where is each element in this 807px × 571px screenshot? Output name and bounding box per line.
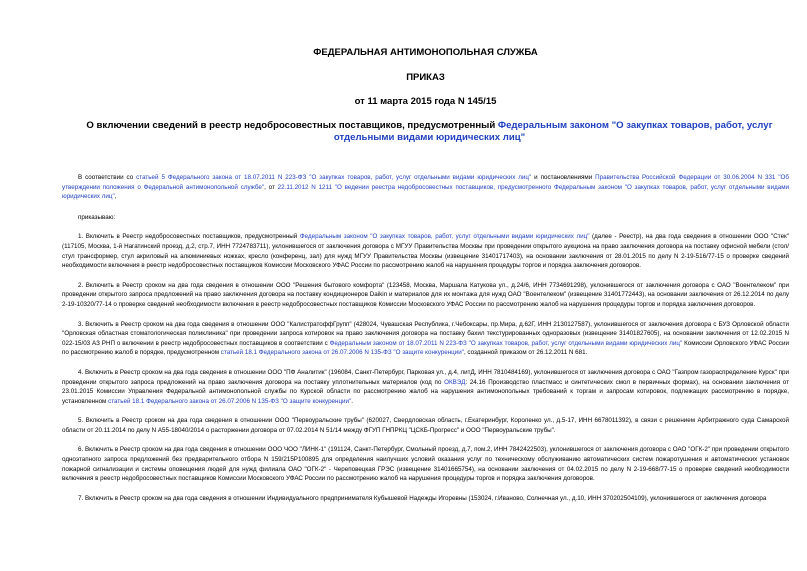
- item-3-law-link[interactable]: Федеральным законом от 18.07.2011 N 223-ФЗ "О закупках товаров, работ, услуг отдельными видами юридических лиц": [329, 339, 683, 347]
- order-item-4: [62, 368, 789, 406]
- order-item-7: [62, 494, 789, 504]
- item-1-text-1: 1. Включить в Реестр недобросовестных поставщиков, предусмотренный: [78, 233, 300, 241]
- item-4-okved-link[interactable]: ОКВЭД: [444, 378, 466, 386]
- item-1-text-2: (далее - Реестр), на два года сведения в отношении ООО "Стек" (117105, Москва, 1-й Нагатинский проезд, д.2, стр.7, ИНН 7724783711), уклонившегося от заключения договора с МГУУ Правительства Москвы при проведении открытого аукциона на право заключения договора на поставку офисной мебели (стол/стул трансформер, стул акриловый на алюминиевых ножках, кресло (конференц, зал) для нужд МГУУ Правительства Москвы (извещение 31401717403), на основании заключения от 28.01.2015 по делу N 2-19-516/77-15 о проверке сведений необходимости включения в реестр недобросовестных поставщиков Комиссии Московского УФАС России по рассмотрению жалоб на нарушения процедуры торгов и порядка заключения договоров.: [62, 233, 790, 270]
- item-2-text: 2. Включить в Реестр сроком на два года сведения в отношении ООО "Решения бытового комфорта" (123458, Москва, Маршала Катукова ул., д.24/6, ИНН 7734691298), уклонившегося от заключения договора с ОАО "Воентелеком" при проведении открытого запроса предложений на право заключения договора на поставку кондиционеров Daikin и материалов для их монтажа для нужд ОАО "Воентелеком" (извещение 31401772443), на основании заключения от 26.12.2014 по делу 2-19-10320/77-14 о проверке сведений необходимости включения в реестр недобросовестных поставщиков Комиссии Московского УФАС России по рассмотрению жалоб на нарушения процедуры торгов и порядка заключения договоров.: [62, 281, 789, 308]
- title-text: О включении сведений в реестр недобросовестных поставщиков, предусмотренный: [86, 120, 498, 131]
- item-4-text-2: : 24.16 Производство пластмасс и синтетических смол в первичных формах), на основании заключения от 23.01.2015 Комиссии Управления Федеральной антимонопольной службы по Курской области по рассмотрению жалоб на нарушения антимонопольных требований к торгам и запросам котировок, подлежащих рассмотрению в порядке, установленном: [62, 378, 789, 405]
- item-1-law-link[interactable]: Федеральным законом "О закупках товаров, работ, услуг отдельными видами юридических лиц": [299, 233, 590, 241]
- item-7-text: 7. Включить в Реестр сроком на два года сведения в отношении Индивидуального предпринимателя Кубышевой Надежды Игоревны (153024, г.Иваново, Солнечная ул., д.10, ИНН 370202504109), уклонившегося от заключения договора: [78, 494, 767, 502]
- item-4-text-1: 4. Включить в Реестр сроком на два года сведения в отношении ООО "ПФ Аналитик" (196084, Санкт-Петербург, Парковая ул., д.4, литД, ИНН 7810484169), уклонившегося от заключения договора с ОАО "Газпром газораспределение Курск" при проведении открытого запроса предложений на право заключения договора на поставку уплотнительных материалов (код по: [62, 368, 789, 386]
- preamble-text-3: , от: [264, 183, 278, 191]
- preamble-link-resolution-331[interactable]: Правительства Российской Федерации от 30.06.2004 N 331 "Об утверждении положения о Федеральной антимонопольной службе": [62, 174, 790, 191]
- title-law-link[interactable]: Федеральным законом "О закупках товаров, работ, услуг отдельными видами юридических лиц": [333, 120, 773, 143]
- order-item-3: [62, 320, 789, 358]
- order-item-1: [62, 232, 789, 270]
- order-item-2: [62, 281, 789, 310]
- order-item-5: [62, 416, 789, 435]
- item-3-text-2: Комиссии Орловского УФАС России по рассмотрению жалоб в порядке, предусмотренном: [62, 339, 789, 357]
- document-date-number: от 11 марта 2015 года N 145/15: [354, 96, 497, 107]
- preamble-text-4: ,: [114, 193, 117, 201]
- preamble-link-resolution-1211[interactable]: 22.11.2012 N 1211 "О ведении реестра недобросовестных поставщиков, предусмотренного Федеральным законом "О закупках товаров, работ, услуг отдельными видами юридических лиц": [62, 183, 789, 201]
- item-3-text-1: 3. Включить в Реестр сроком на два года сведения в отношении ООО "КалистратоффГрупп" (428024, Чувашская Республика, г.Чебоксары, пр.Мира, д.62Г, ИНН 2130127587), уклонившегося от заключения договора с БУЗ Орловской области "Орловская областная стоматологическая поликлиника" при проведении запроса котировок на право заключения договора на поставку бахил текстурированных одноразовых (извещение 31401827605), на основании заключения от 12.02.2015 N 022-15/03 АЗ РНП о включении в реестр недобросовестных поставщиков в соответствии с: [62, 320, 789, 347]
- preamble-link-article5[interactable]: статьей 5 Федерального закона от 18.07.2011 N 223-ФЗ "О закупках товаров, работ, услуг отдельными видами юридических лиц": [136, 174, 532, 181]
- item-4-text-3: .: [351, 397, 354, 405]
- orders-word: приказываю:: [78, 213, 116, 221]
- item-3-text-3: , созданной приказом от 26.12.2011 N 681.: [463, 349, 588, 357]
- item-3-article-link[interactable]: статьей 18.1 Федерального закона от 26.07.2006 N 135-ФЗ "О защите конкуренции": [220, 349, 464, 357]
- agency-name: ФЕДЕРАЛЬНАЯ АНТИМОНОПОЛЬНАЯ СЛУЖБА: [313, 47, 538, 58]
- item-5-text: 5. Включить в Реестр сроком на два года сведения в отношении ООО "Первоуральские трубы" (620027, Свердловская область, г.Екатеринбург, Короленко ул., д.5-17, ИНН 6678011392), в связи с решением Арбитражного суда Самарской области от 20.11.2014 по делу N А55-18040/2014 о расторжении договора от 07.02.2014 N 51/14 между ФГУП ГНПРКЦ "ЦСКБ-Прогресс" и ООО "Первоуральские трубы".: [62, 417, 789, 434]
- item-6-text: 6. Включить в Реестр сроком на два года сведения в отношении ООО ЧОО "ЛИНК-1" (191124, Санкт-Петербург, Смольный проезд, д.7, пом.2, ИНН 7842422503), уклонившегося от заключения договора с ОАО "ОГК-2" при проведении открытого одноэтапного запроса предложений без предварительного отбора N 159/215Р100895 для определения наилучших условий оказания услуг по техническому обслуживанию автоматических систем пожаротушения и автоматических установок пожарной сигнализации и системы оповещения людей для нужд филиала ОАО "ОГК-2" - Череповецкая ГРЭС (извещение 31401665754), на основании заключения от 04.02.2015 по делу N 2-19-668/77-15 о проверке сведений необходимости включения в реестр недобросовестных поставщиков Комиссии Московского УФАС России по рассмотрению жалоб на нарушения процедуры торгов и порядка заключения договоров.: [62, 446, 789, 483]
- document-type: ПРИКАЗ: [406, 72, 445, 83]
- preamble-text-2: и постановлениями: [531, 174, 596, 181]
- order-item-6: [62, 445, 789, 483]
- preamble-paragraph: [62, 173, 789, 202]
- document-title: [62, 120, 789, 143]
- item-4-article-link[interactable]: статьей 18.1 Федерального закона от 26.07.2006 N 135-ФЗ "О защите конкуренции": [108, 397, 352, 405]
- preamble-text-1: В соответствии со: [78, 174, 137, 181]
